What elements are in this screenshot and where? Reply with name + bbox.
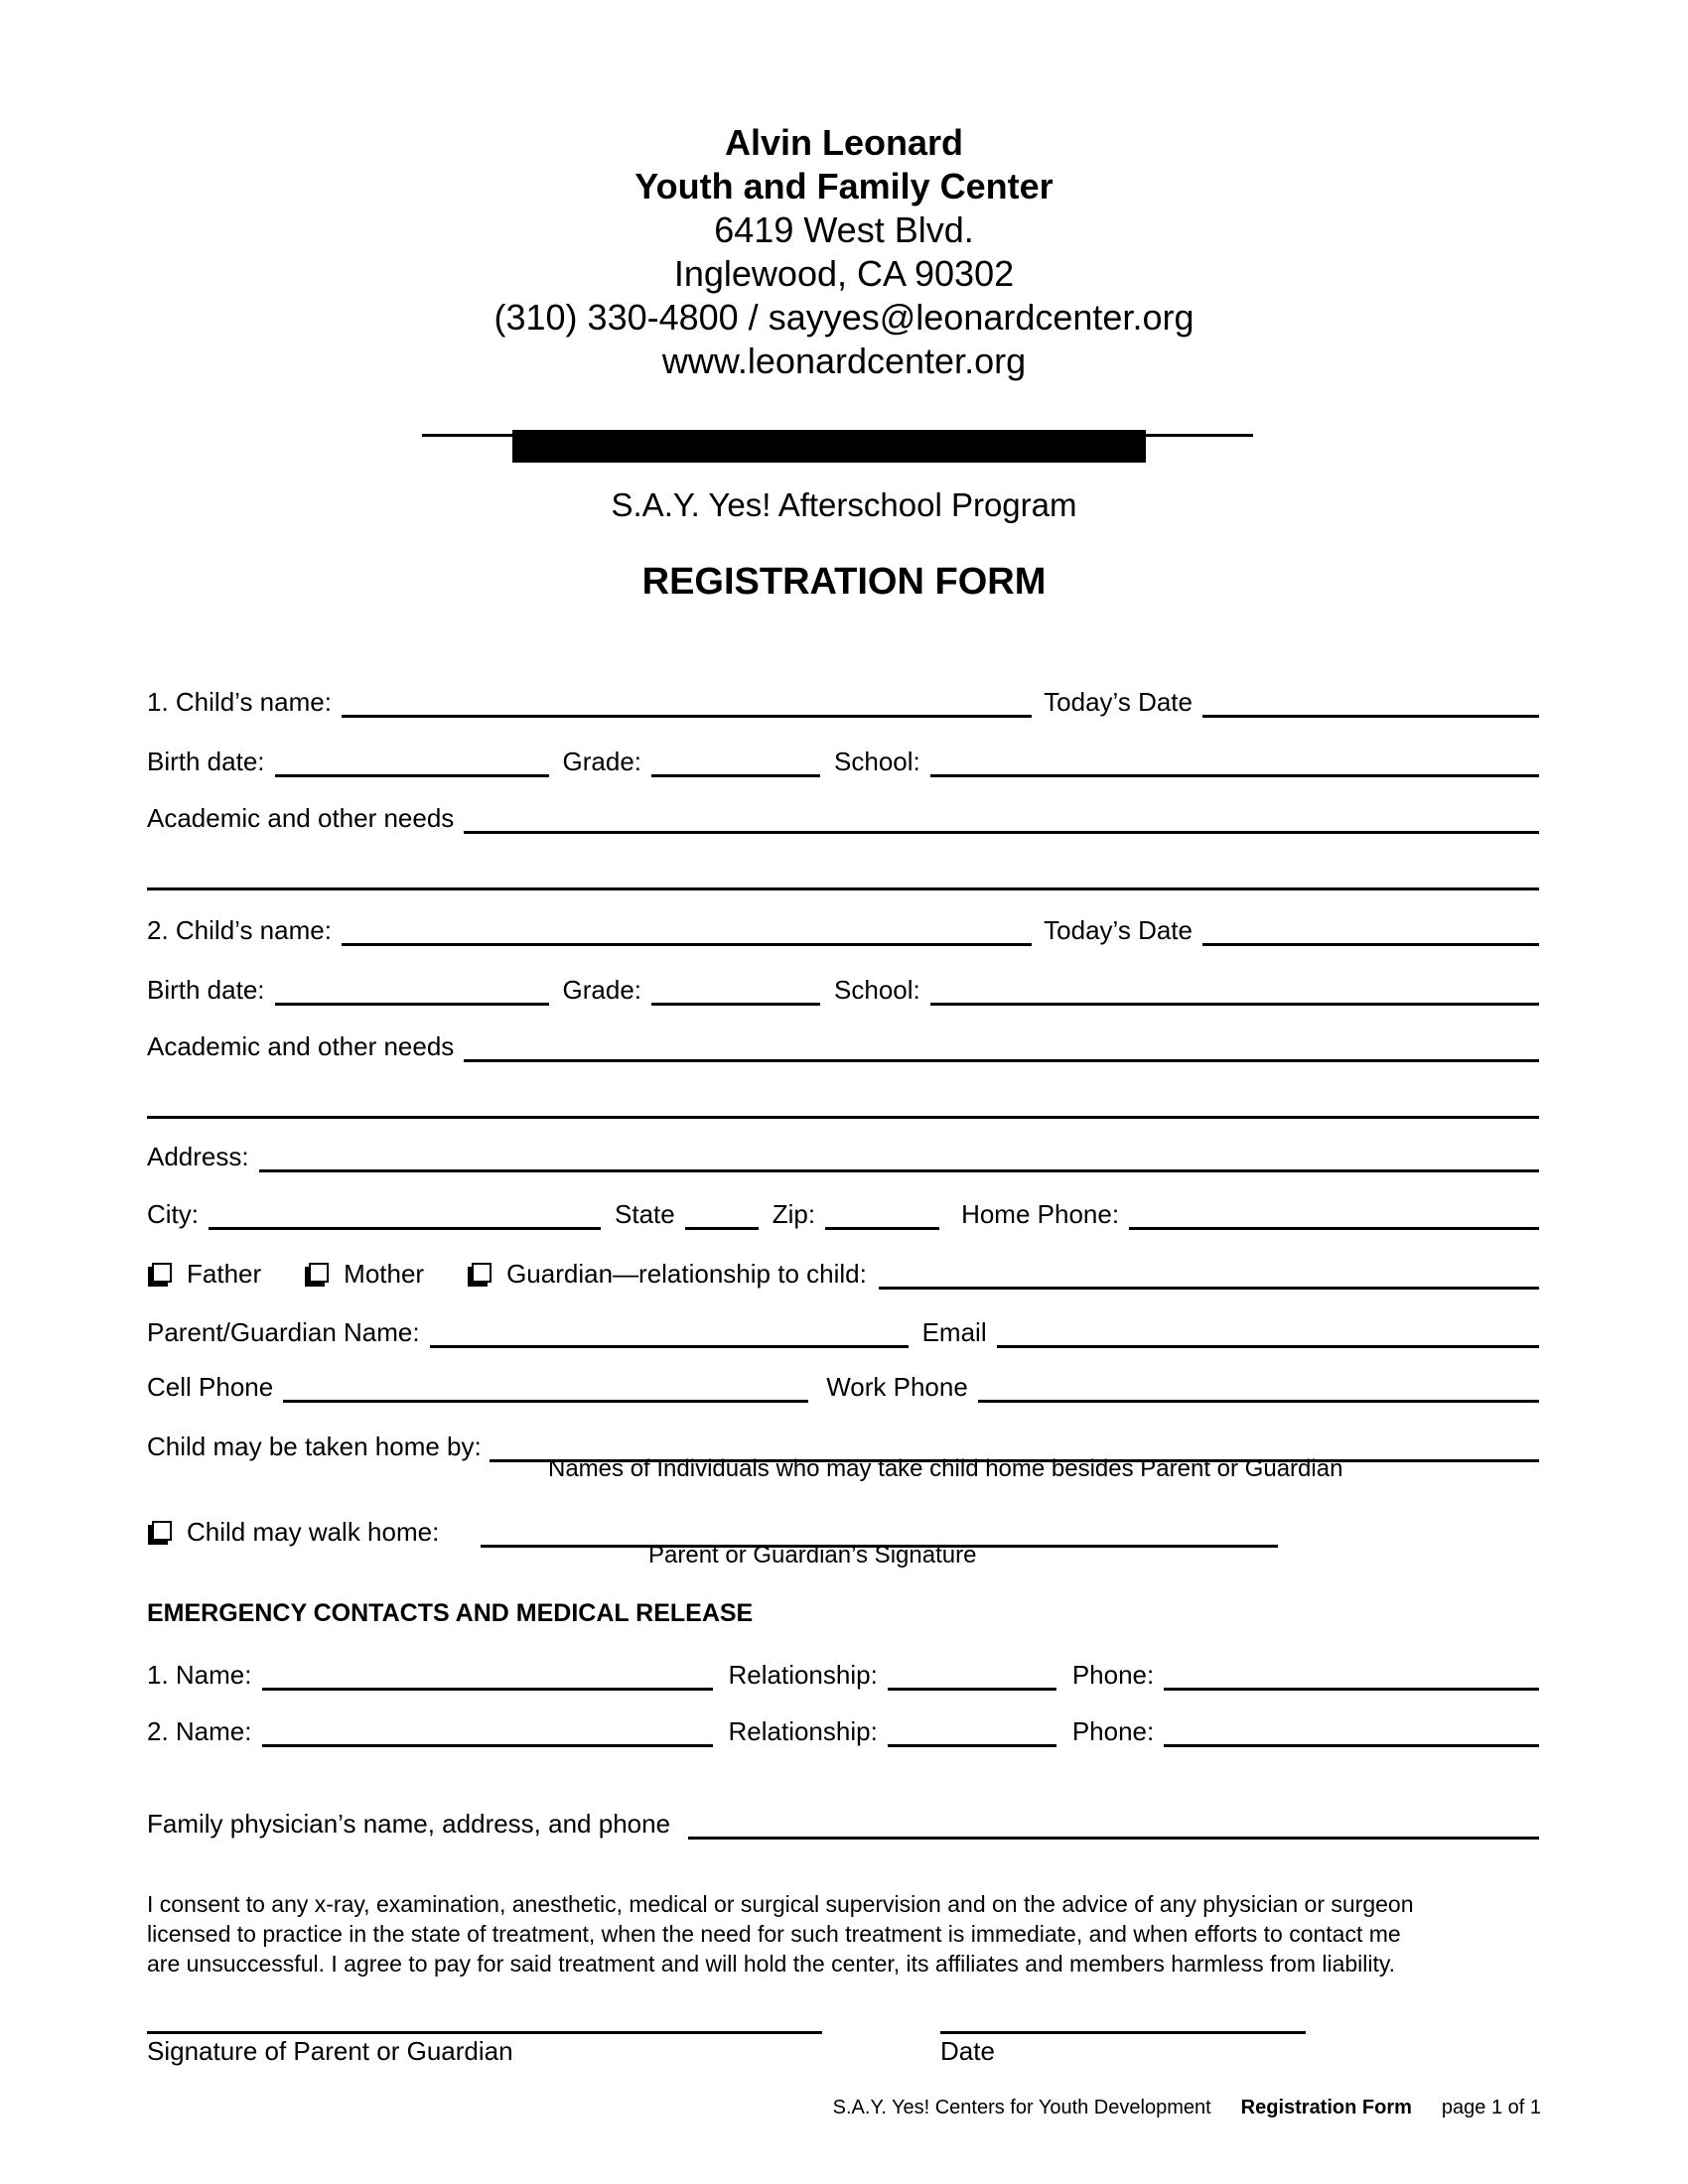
contact1-phone-field[interactable] bbox=[1164, 1688, 1539, 1691]
child1-academic-needs-field[interactable] bbox=[464, 831, 1539, 834]
relation-checkbox-row bbox=[147, 1259, 1539, 1290]
consent-line-3: are unsuccessful. I agree to pay for said treatment and will hold the center, its affiliates and members harmless from liability. bbox=[147, 1951, 1396, 1977]
contact2-relationship-field[interactable] bbox=[888, 1744, 1056, 1747]
org-city-state-zip: Inglewood, CA 90302 bbox=[673, 253, 1015, 294]
child1-birth-row bbox=[147, 747, 1539, 777]
father-checkbox[interactable] bbox=[152, 1263, 172, 1283]
taken-home-label: Child may be taken home by: bbox=[147, 1432, 482, 1461]
child1-academic-needs-label: Academic and other needs bbox=[147, 803, 455, 833]
father-label: Father bbox=[187, 1259, 262, 1289]
family-physician-label: Family physician’s name, address, and phone bbox=[147, 1809, 671, 1839]
child2-grade-label: Grade: bbox=[562, 975, 642, 1005]
child2-needs-row bbox=[147, 1031, 1539, 1062]
page-footer bbox=[147, 2097, 1541, 2119]
phones-row bbox=[147, 1372, 1539, 1403]
contact1-relationship-label: Relationship: bbox=[728, 1660, 878, 1690]
signature-lines-row bbox=[147, 2031, 1539, 2034]
state-label: State bbox=[615, 1199, 675, 1229]
guardian-relationship-label: Guardian—relationship to child: bbox=[506, 1259, 867, 1289]
contact2-phone-field[interactable] bbox=[1164, 1744, 1539, 1747]
redacted-black-bar bbox=[512, 430, 1146, 463]
footer-org: S.A.Y. Yes! Centers for Youth Development bbox=[832, 2097, 1211, 2118]
child1-name-field[interactable] bbox=[342, 715, 1032, 718]
cell-phone-field[interactable] bbox=[283, 1400, 808, 1403]
child1-birthdate-label: Birth date: bbox=[147, 747, 265, 776]
consent-line-1: I consent to any x-ray, examination, anesthetic, medical or surgical supervision and on the advice of any physician or surgeon bbox=[147, 1891, 1414, 1917]
parent-signature-field[interactable] bbox=[147, 2031, 822, 2034]
signature-labels-row bbox=[147, 2036, 1539, 2067]
contact2-relationship-label: Relationship: bbox=[728, 1716, 878, 1746]
child1-school-label: School: bbox=[834, 747, 920, 776]
footer-doc-title: Registration Form bbox=[1240, 2097, 1412, 2118]
contact2-phone-label: Phone: bbox=[1071, 1716, 1155, 1746]
signature-label: Signature of Parent or Guardian bbox=[147, 2036, 513, 2066]
org-street-address: 6419 West Blvd. bbox=[714, 209, 974, 250]
home-phone-label: Home Phone: bbox=[961, 1199, 1120, 1229]
guardian-relationship-field[interactable] bbox=[879, 1287, 1539, 1290]
zip-label: Zip: bbox=[772, 1199, 816, 1229]
email-label: Email bbox=[921, 1317, 987, 1347]
emergency-heading-row bbox=[147, 1599, 1539, 1628]
city-state-zip-row bbox=[147, 1199, 1539, 1230]
contact1-name-label: 1. Name: bbox=[147, 1660, 252, 1690]
guardian-checkbox[interactable] bbox=[472, 1263, 492, 1283]
child1-name-label: 1. Child’s name: bbox=[147, 687, 332, 717]
org-website: www.leonardcenter.org bbox=[661, 341, 1027, 381]
child1-name-row bbox=[147, 687, 1539, 718]
child2-needs-continuation-field[interactable] bbox=[147, 1116, 1539, 1119]
child2-name-row bbox=[147, 915, 1539, 946]
program-title: S.A.Y. Yes! Afterschool Program bbox=[611, 486, 1077, 523]
home-phone-field[interactable] bbox=[1129, 1227, 1539, 1230]
child2-academic-needs-field[interactable] bbox=[464, 1059, 1539, 1062]
child2-grade-field[interactable] bbox=[651, 1003, 820, 1006]
email-field[interactable] bbox=[997, 1345, 1539, 1348]
parent-guardian-row bbox=[147, 1317, 1539, 1348]
date-label: Date bbox=[940, 2036, 995, 2066]
walk-home-label: Child may walk home: bbox=[187, 1517, 440, 1547]
contact2-name-label: 2. Name: bbox=[147, 1716, 252, 1746]
contact1-name-field[interactable] bbox=[262, 1688, 713, 1691]
address-row bbox=[147, 1142, 1539, 1172]
child1-todays-date-label: Today’s Date bbox=[1044, 687, 1193, 717]
child1-needs-row bbox=[147, 803, 1539, 834]
child1-grade-field[interactable] bbox=[651, 774, 820, 777]
taken-home-caption: Names of Individuals who may take child home besides Parent or Guardian bbox=[548, 1455, 1343, 1482]
zip-field[interactable] bbox=[825, 1227, 939, 1230]
child1-grade-label: Grade: bbox=[562, 747, 642, 776]
child2-birthdate-field[interactable] bbox=[275, 1003, 549, 1006]
cell-phone-label: Cell Phone bbox=[147, 1372, 274, 1402]
child2-school-label: School: bbox=[834, 975, 920, 1005]
footer-page-number: page 1 of 1 bbox=[1441, 2097, 1541, 2118]
child2-todays-date-label: Today’s Date bbox=[1044, 915, 1193, 945]
parent-guardian-name-field[interactable] bbox=[430, 1345, 909, 1348]
contact1-relationship-field[interactable] bbox=[888, 1688, 1056, 1691]
child1-needs-continuation-field[interactable] bbox=[147, 887, 1539, 890]
child1-birthdate-field[interactable] bbox=[275, 774, 549, 777]
walk-home-checkbox[interactable] bbox=[152, 1521, 172, 1541]
letterhead bbox=[0, 121, 1688, 383]
child2-academic-needs-label: Academic and other needs bbox=[147, 1031, 455, 1061]
org-name-line2: Youth and Family Center bbox=[634, 166, 1054, 206]
work-phone-field[interactable] bbox=[978, 1400, 1539, 1403]
address-label: Address: bbox=[147, 1142, 249, 1171]
date-field[interactable] bbox=[940, 2031, 1306, 2034]
contact1-phone-label: Phone: bbox=[1071, 1660, 1155, 1690]
city-field[interactable] bbox=[209, 1227, 601, 1230]
child2-name-field[interactable] bbox=[342, 943, 1032, 946]
parent-guardian-name-label: Parent/Guardian Name: bbox=[147, 1317, 420, 1347]
form-title: REGISTRATION FORM bbox=[641, 561, 1047, 603]
emergency-contact2-row bbox=[147, 1716, 1539, 1747]
child2-todays-date-field[interactable] bbox=[1202, 943, 1539, 946]
emergency-section-heading: EMERGENCY CONTACTS AND MEDICAL RELEASE bbox=[147, 1599, 754, 1627]
state-field[interactable] bbox=[685, 1227, 759, 1230]
child2-birthdate-label: Birth date: bbox=[147, 975, 265, 1005]
consent-line-2: licensed to practice in the state of treatment, when the need for such treatment is immediate, and when efforts to contact me bbox=[147, 1921, 1401, 1947]
address-field[interactable] bbox=[259, 1169, 1539, 1172]
child2-school-field[interactable] bbox=[930, 1003, 1539, 1006]
child1-todays-date-field[interactable] bbox=[1202, 715, 1539, 718]
org-phone-email: (310) 330-4800 / sayyes@leonardcenter.org bbox=[493, 297, 1195, 338]
emergency-contact1-row bbox=[147, 1660, 1539, 1691]
walk-home-caption: Parent or Guardian’s Signature bbox=[648, 1542, 977, 1569]
child1-school-field[interactable] bbox=[930, 774, 1539, 777]
family-physician-field[interactable] bbox=[688, 1837, 1539, 1840]
medical-consent-paragraph bbox=[147, 1889, 1537, 1979]
mother-label: Mother bbox=[344, 1259, 425, 1289]
family-physician-row bbox=[147, 1809, 1539, 1840]
work-phone-label: Work Phone bbox=[826, 1372, 968, 1402]
child2-name-label: 2. Child’s name: bbox=[147, 915, 332, 945]
contact2-name-field[interactable] bbox=[262, 1744, 713, 1747]
city-label: City: bbox=[147, 1199, 199, 1229]
child2-birth-row bbox=[147, 975, 1539, 1006]
org-name-line1: Alvin Leonard bbox=[724, 122, 964, 163]
mother-checkbox[interactable] bbox=[309, 1263, 329, 1283]
